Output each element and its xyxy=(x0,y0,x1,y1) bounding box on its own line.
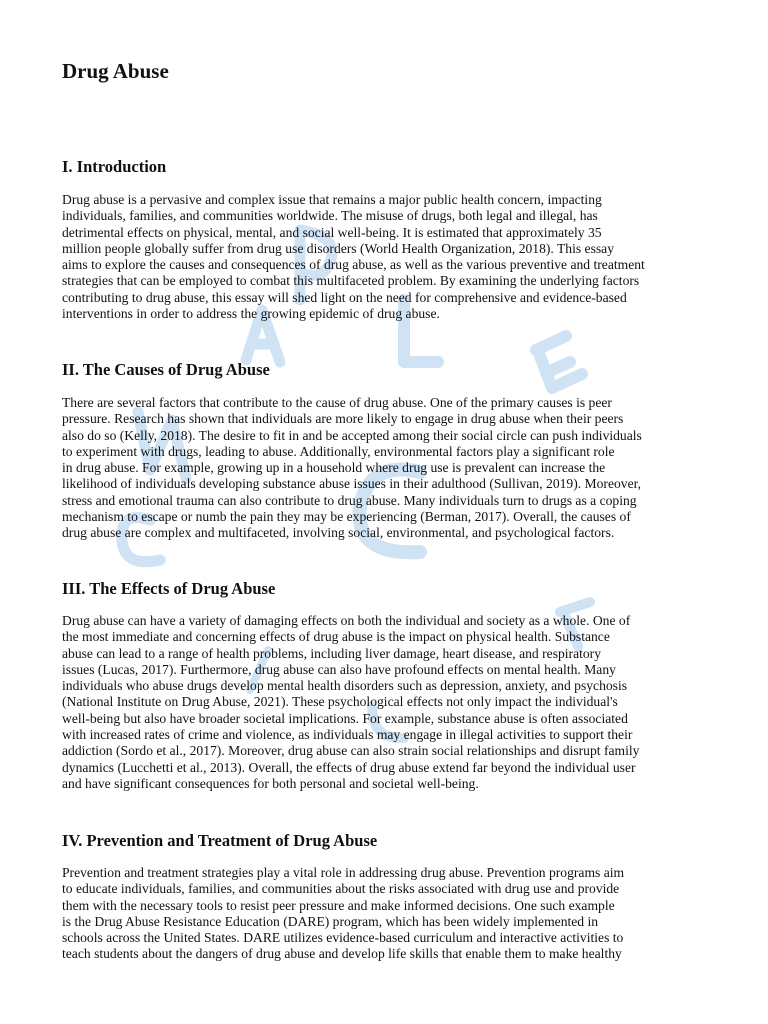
paragraph-line: million people globally suffer from drug use disorders (World Health Organization, 2018). This essay xyxy=(62,240,614,256)
paragraph-line: them with the necessary tools to resist peer pressure and make informed decisions. One such example xyxy=(62,897,615,913)
paragraph-line: drug abuse are complex and multifaceted, involving social, environmental, and psychological factors. xyxy=(62,525,615,541)
paragraph-line: (National Institute on Drug Abuse, 2021). These psychological effects not only impact the individual's xyxy=(62,694,618,710)
paragraph-line: pressure. Research has shown that individuals are more likely to engage in drug abuse when their peers xyxy=(62,411,624,427)
paragraph-line: interventions in order to address the growing epidemic of drug abuse. xyxy=(62,306,440,322)
paragraph-line: strategies that can be employed to combat this multifaceted problem. By examining the underlying factors xyxy=(62,273,640,289)
paragraph-prevention xyxy=(62,865,712,963)
paragraph-line: is the Drug Abuse Resistance Education (DARE) program, which has been widely implemented in xyxy=(62,913,599,929)
section-heading-causes: II. The Causes of Drug Abuse xyxy=(62,360,270,379)
paragraph-line: individuals who abuse drugs develop mental health disorders such as depression, anxiety, and psychosis xyxy=(62,678,628,694)
paragraph-line: and have significant consequences for both personal and societal well-being. xyxy=(62,775,479,791)
paragraph-line: stress and emotional trauma can also contribute to drug abuse. Many individuals turn to drugs as a coping xyxy=(62,492,637,508)
paragraph-line: detrimental effects on physical, mental, and social well-being. It is estimated that approximately 35 xyxy=(62,224,602,240)
paragraph-line: teach students about the dangers of drug abuse and develop life skills that enable them to make healthy xyxy=(62,946,622,962)
paragraph-introduction xyxy=(62,192,712,322)
paragraph-line: issues (Lucas, 2017). Furthermore, drug abuse can also have profound effects on mental health. Many xyxy=(62,661,616,677)
paragraph-line: the most immediate and concerning effects of drug abuse is the impact on physical health. Substance xyxy=(62,629,610,645)
paragraph-line: likelihood of individuals developing substance abuse issues in their adulthood (Sullivan, 2019). Moreover, xyxy=(62,476,641,492)
paragraph-line: Drug abuse is a pervasive and complex issue that remains a major public health concern, impacting xyxy=(62,192,602,207)
section-heading-prevention: IV. Prevention and Treatment of Drug Abuse xyxy=(62,831,378,850)
paragraph-line: dynamics (Lucchetti et al., 2013). Overall, the effects of drug abuse extend far beyond the individual user xyxy=(62,759,636,775)
paragraph-line: in drug abuse. For example, growing up in a household where drug use is prevalent can increase the xyxy=(62,460,606,476)
paragraph-line: schools across the United States. DARE utilizes evidence-based curriculum and interactive activities to xyxy=(62,930,624,946)
section-heading-effects: III. The Effects of Drug Abuse xyxy=(62,579,276,598)
paragraph-line: contributing to drug abuse, this essay will shed light on the need for comprehensive and evidence-based xyxy=(62,289,627,305)
paragraph-line: addiction (Sordo et al., 2017). Moreover, drug abuse can also strain social relationships and disrupt family xyxy=(62,743,640,759)
watermark-stroke xyxy=(536,336,582,388)
paragraph-line: abuse can lead to a range of health problems, including liver damage, heart disease, and respiratory xyxy=(62,645,602,661)
paragraph-line: Drug abuse can have a variety of damaging effects on both the individual and society as a whole. One of xyxy=(62,613,631,628)
paragraph-line: with increased rates of crime and violence, as individuals may engage in illegal activities to support their xyxy=(62,727,633,743)
document-title: Drug Abuse xyxy=(62,59,169,83)
section-heading-introduction: I. Introduction xyxy=(62,157,167,176)
paragraph-line: individuals, families, and communities worldwide. The misuse of drugs, both legal and illegal, has xyxy=(62,208,598,224)
paragraph-line: also do so (Kelly, 2018). The desire to fit in and be accepted among their social circle can push individuals xyxy=(62,427,642,443)
paragraph-line: to educate individuals, families, and communities about the risks associated with drug use and provide xyxy=(62,881,620,897)
paragraph-line: to experiment with drugs, leading to abuse. Additionally, environmental factors play a significant role xyxy=(62,443,615,459)
paragraph-line: mechanism to escape or numb the pain they may be experiencing (Berman, 2017). Overall, the causes of xyxy=(62,509,631,525)
paragraph-line: Prevention and treatment strategies play a vital role in addressing drug abuse. Prevention programs aim xyxy=(62,865,625,880)
paragraph-line: well-being but also have broader societal implications. For example, substance abuse is often associated xyxy=(62,710,628,726)
paragraph-causes xyxy=(62,395,712,542)
paragraph-line: aims to explore the causes and consequences of drug abuse, as well as the various preventive and treatment xyxy=(62,257,645,273)
paragraph-effects xyxy=(62,613,712,792)
paragraph-line: There are several factors that contribute to the cause of drug abuse. One of the primary causes is peer xyxy=(62,395,612,410)
